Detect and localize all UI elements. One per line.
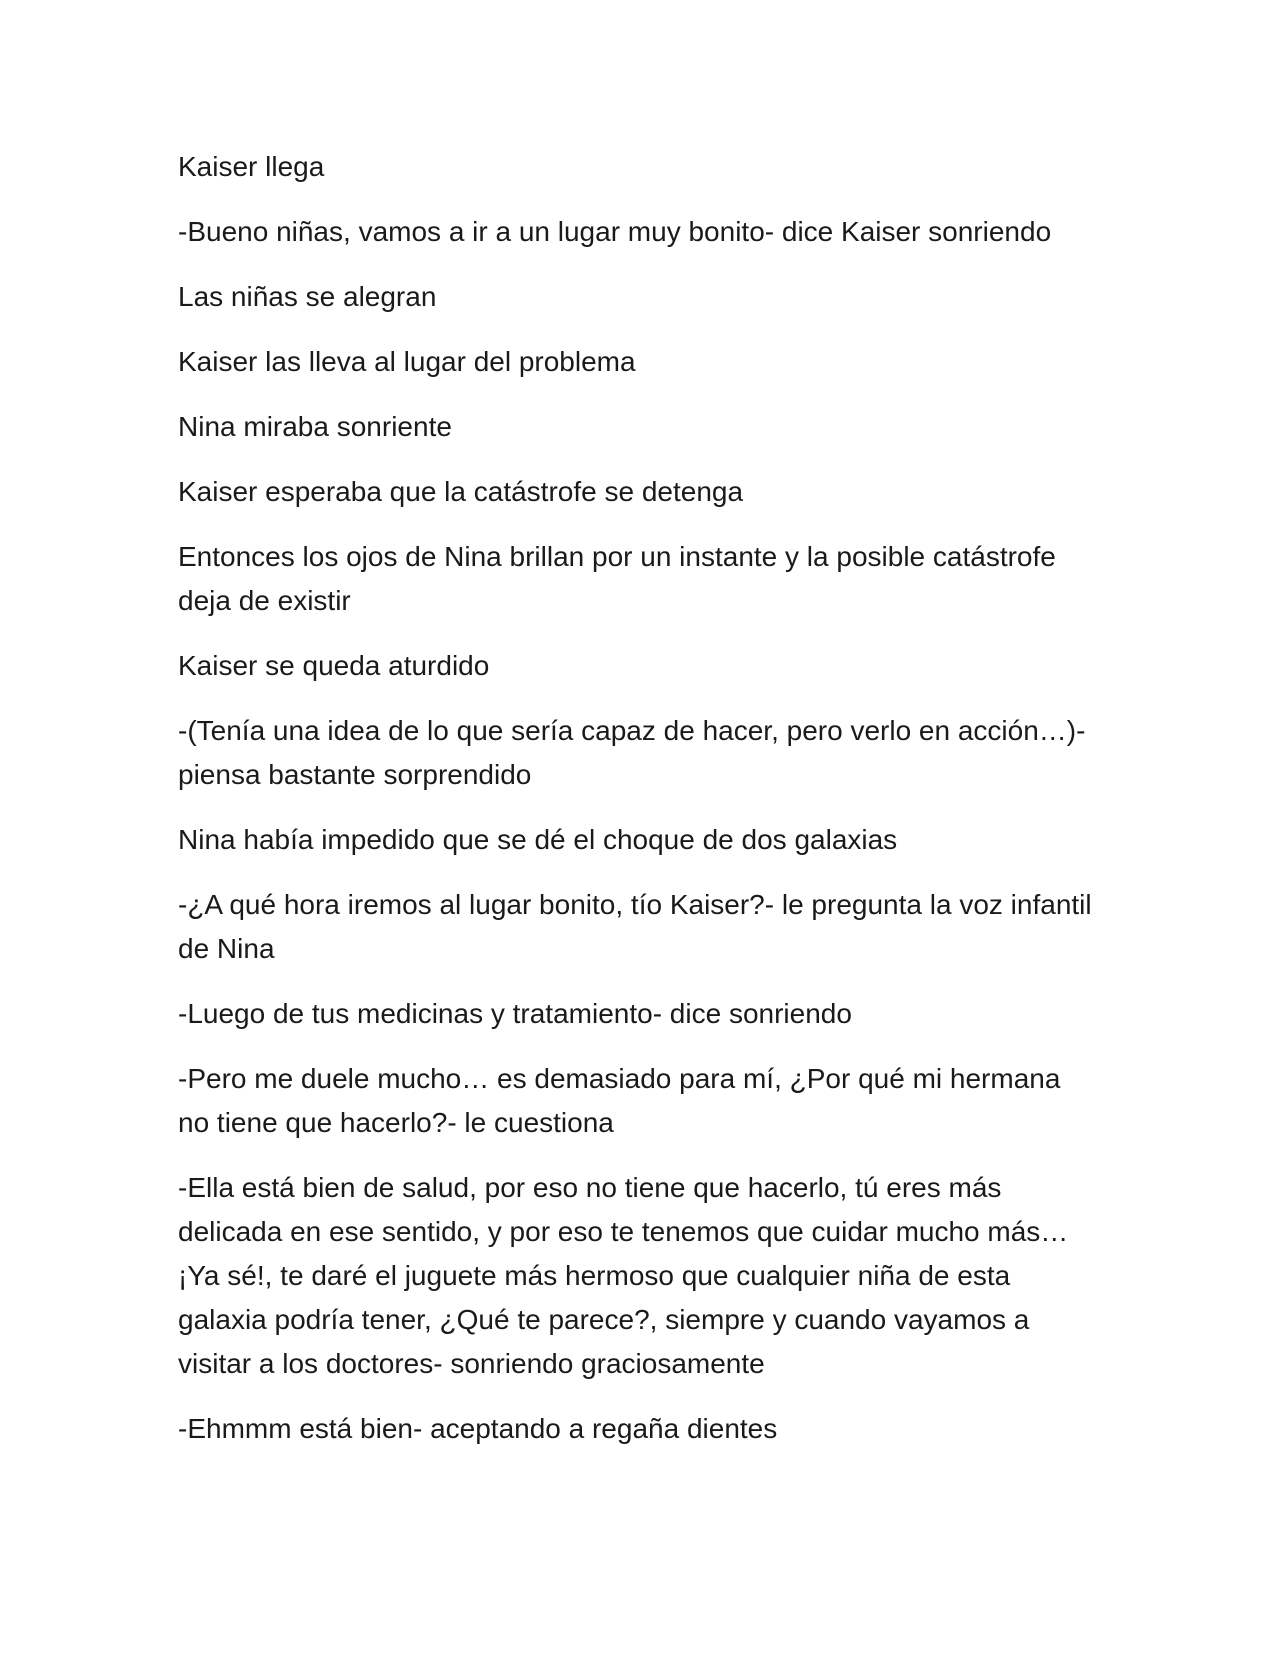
paragraph: -(Tenía una idea de lo que sería capaz de hacer, pero verlo en acción…)- piensa bastante sorprendido xyxy=(178,715,1086,790)
paragraph: -¿A qué hora iremos al lugar bonito, tío Kaiser?- le pregunta la voz infantil de Nina xyxy=(178,889,1092,964)
document-body xyxy=(178,145,1098,1472)
paragraph: -Bueno niñas, vamos a ir a un lugar muy bonito- dice Kaiser sonriendo xyxy=(178,216,1052,247)
paragraph: -Pero me duele mucho… es demasiado para mí, ¿Por qué mi hermana no tiene que hacerlo?- le cuestiona xyxy=(178,1063,1061,1138)
paragraph: Entonces los ojos de Nina brillan por un instante y la posible catástrofe deja de existir xyxy=(178,541,1056,616)
paragraph: -Luego de tus medicinas y tratamiento- dice sonriendo xyxy=(178,998,852,1029)
paragraph: -Ehmmm está bien- aceptando a regaña dientes xyxy=(178,1413,778,1444)
paragraph: Nina había impedido que se dé el choque de dos galaxias xyxy=(178,824,898,855)
paragraph: Las niñas se alegran xyxy=(178,281,437,312)
paragraph: Nina miraba sonriente xyxy=(178,411,452,442)
paragraph: -Ella está bien de salud, por eso no tiene que hacerlo, tú eres más delicada en ese sentido, y por eso te tenemos que cuidar mucho más… ¡Ya sé!, te daré el juguete más hermoso que cualquier niña de esta galaxia podría tener, ¿Qué te parece?, siempre y cuando vayamos a visitar a los doctores- sonriendo graciosamente xyxy=(178,1172,1069,1379)
paragraph: Kaiser llega xyxy=(178,151,325,182)
paragraph: Kaiser se queda aturdido xyxy=(178,650,490,681)
paragraph: Kaiser las lleva al lugar del problema xyxy=(178,346,636,377)
paragraph: Kaiser esperaba que la catástrofe se detenga xyxy=(178,476,744,507)
